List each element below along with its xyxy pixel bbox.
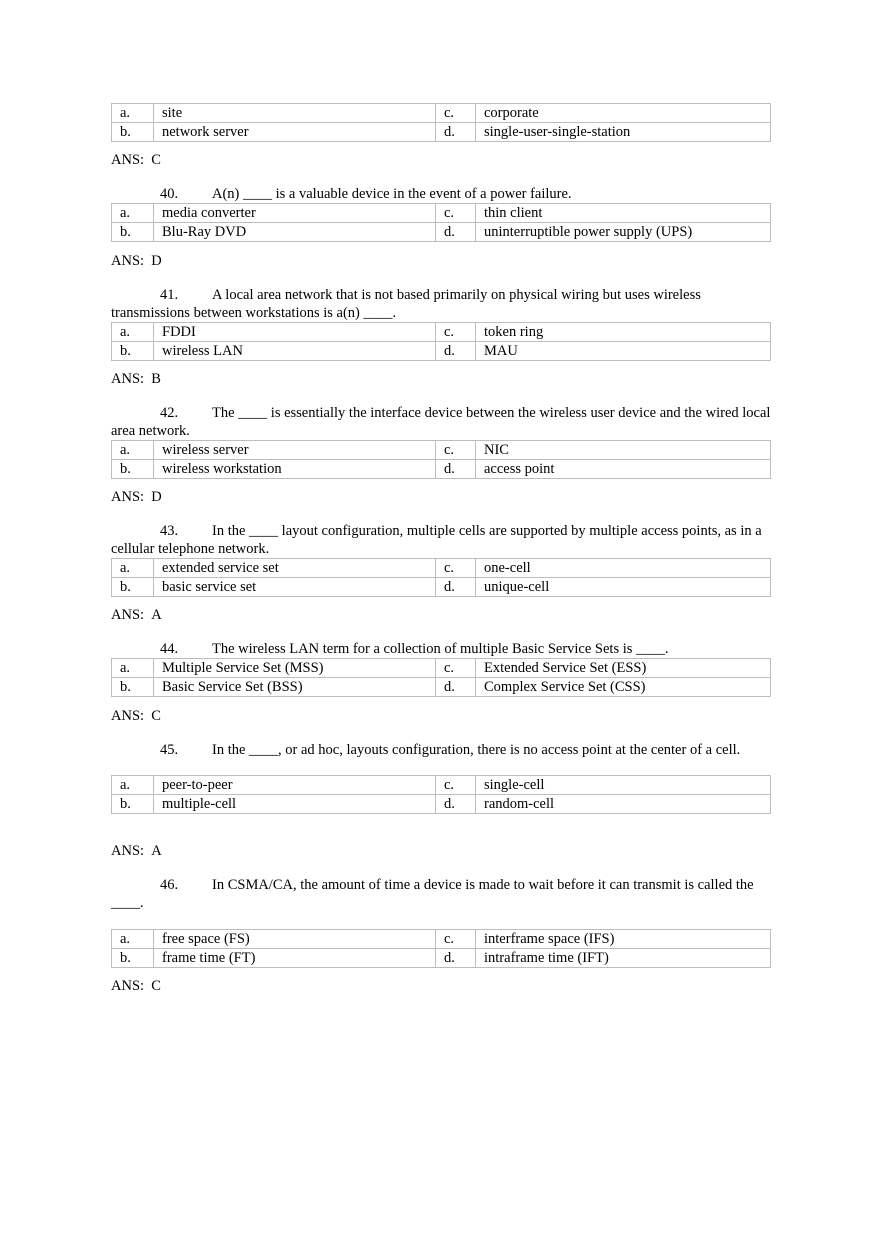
answer-line: ANS: D xyxy=(111,253,162,269)
options-table xyxy=(111,658,771,697)
answer-line: ANS: C xyxy=(111,152,161,168)
option-letter: a. xyxy=(112,930,154,949)
option-text: frame time (FT) xyxy=(154,949,436,968)
option-letter: b. xyxy=(112,223,154,242)
options-table xyxy=(111,203,771,242)
option-letter: b. xyxy=(112,123,154,142)
option-letter: d. xyxy=(436,342,476,361)
option-letter: b. xyxy=(112,795,154,814)
answer-value: C xyxy=(151,708,161,724)
option-row xyxy=(112,223,771,242)
question-45 xyxy=(111,741,771,814)
option-text: free space (FS) xyxy=(154,930,436,949)
option-letter: c. xyxy=(436,104,476,123)
answer-value: D xyxy=(151,489,162,505)
option-row xyxy=(112,204,771,223)
option-letter: b. xyxy=(112,342,154,361)
option-text: media converter xyxy=(154,204,436,223)
question-text: 46. In CSMA/CA, the amount of time a device is made to wait before it can transmit is called the ____. xyxy=(111,877,754,911)
option-text: Extended Service Set (ESS) xyxy=(476,659,771,678)
answer-value: A xyxy=(151,607,162,623)
option-letter: a. xyxy=(112,104,154,123)
answer-value: C xyxy=(151,152,161,168)
option-text: network server xyxy=(154,123,436,142)
option-letter: b. xyxy=(112,949,154,968)
option-letter: d. xyxy=(436,678,476,697)
question-number: 40. xyxy=(160,186,179,202)
option-text: NIC xyxy=(476,441,771,460)
option-text: uninterruptible power supply (UPS) xyxy=(476,223,771,242)
answer-value: B xyxy=(151,371,161,387)
question-text: 42. The ____ is essentially the interface device between the wireless user device and the wired local area network. xyxy=(111,405,771,439)
option-text: wireless LAN xyxy=(154,342,436,361)
option-text: interframe space (IFS) xyxy=(476,930,771,949)
option-text: Multiple Service Set (MSS) xyxy=(154,659,436,678)
option-letter: b. xyxy=(112,460,154,479)
option-letter: c. xyxy=(436,659,476,678)
option-text: access point xyxy=(476,460,771,479)
option-letter: a. xyxy=(112,441,154,460)
options-table xyxy=(111,558,771,597)
answer-line: ANS: A xyxy=(111,843,162,859)
question-text: 43. In the ____ layout configuration, multiple cells are supported by multiple access points, as in a cellular telephone network. xyxy=(111,523,762,557)
option-text: single-cell xyxy=(476,776,771,795)
option-row xyxy=(112,441,771,460)
option-text: thin client xyxy=(476,204,771,223)
answer-line: ANS: C xyxy=(111,978,161,994)
option-letter: c. xyxy=(436,441,476,460)
option-text: wireless workstation xyxy=(154,460,436,479)
option-text: random-cell xyxy=(476,795,771,814)
option-letter: d. xyxy=(436,123,476,142)
option-letter: d. xyxy=(436,949,476,968)
answer-value: C xyxy=(151,978,161,994)
option-text: basic service set xyxy=(154,578,436,597)
option-letter: c. xyxy=(436,204,476,223)
option-text: Complex Service Set (CSS) xyxy=(476,678,771,697)
question-text: 45. In the ____, or ad hoc, layouts configuration, there is no access point at the center of a cell. xyxy=(160,742,741,758)
question-number: 45. xyxy=(160,742,179,758)
option-row xyxy=(112,776,771,795)
question-43 xyxy=(111,522,771,597)
question-number: 43. xyxy=(160,523,179,539)
answer-value: D xyxy=(151,253,162,269)
question-number: 44. xyxy=(160,641,179,657)
question-number: 42. xyxy=(160,405,179,421)
option-text: unique-cell xyxy=(476,578,771,597)
option-text: corporate xyxy=(476,104,771,123)
question-number: 41. xyxy=(160,287,179,303)
question-number: 46. xyxy=(160,877,179,893)
option-letter: a. xyxy=(112,776,154,795)
options-table xyxy=(111,322,771,361)
option-letter: c. xyxy=(436,323,476,342)
answer-line: ANS: A xyxy=(111,607,162,623)
option-text: MAU xyxy=(476,342,771,361)
question-42 xyxy=(111,404,771,479)
question-40 xyxy=(111,185,771,242)
question-text: 41. A local area network that is not based primarily on physical wiring but uses wireless transmissions between workstations is a(n) ____. xyxy=(111,287,701,321)
option-row xyxy=(112,678,771,697)
option-row xyxy=(112,460,771,479)
option-text: Blu-Ray DVD xyxy=(154,223,436,242)
option-letter: a. xyxy=(112,204,154,223)
option-letter: d. xyxy=(436,578,476,597)
option-row xyxy=(112,949,771,968)
option-text: site xyxy=(154,104,436,123)
option-text: peer-to-peer xyxy=(154,776,436,795)
option-row xyxy=(112,578,771,597)
option-text: Basic Service Set (BSS) xyxy=(154,678,436,697)
option-row xyxy=(112,104,771,123)
question-text: 44. The wireless LAN term for a collection of multiple Basic Service Sets is ____. xyxy=(160,641,669,657)
options-table xyxy=(111,775,771,814)
question-44 xyxy=(111,640,771,697)
question-text: 40. A(n) ____ is a valuable device in the event of a power failure. xyxy=(160,186,572,202)
question-39-fragment xyxy=(111,103,771,142)
option-text: wireless server xyxy=(154,441,436,460)
answer-line: ANS: C xyxy=(111,708,161,724)
option-row xyxy=(112,559,771,578)
answer-value: A xyxy=(151,843,162,859)
question-46 xyxy=(111,876,771,968)
option-letter: b. xyxy=(112,578,154,597)
option-row xyxy=(112,342,771,361)
option-letter: a. xyxy=(112,659,154,678)
answer-line: ANS: D xyxy=(111,489,162,505)
option-row xyxy=(112,323,771,342)
option-letter: d. xyxy=(436,223,476,242)
option-letter: a. xyxy=(112,559,154,578)
options-table xyxy=(111,929,771,968)
option-letter: b. xyxy=(112,678,154,697)
option-row xyxy=(112,930,771,949)
option-text: multiple-cell xyxy=(154,795,436,814)
option-row xyxy=(112,123,771,142)
option-text: token ring xyxy=(476,323,771,342)
option-letter: a. xyxy=(112,323,154,342)
option-text: intraframe time (IFT) xyxy=(476,949,771,968)
option-row xyxy=(112,659,771,678)
option-row xyxy=(112,795,771,814)
option-text: one-cell xyxy=(476,559,771,578)
option-letter: d. xyxy=(436,460,476,479)
answer-line: ANS: B xyxy=(111,371,161,387)
option-text: extended service set xyxy=(154,559,436,578)
option-letter: c. xyxy=(436,776,476,795)
option-letter: d. xyxy=(436,795,476,814)
option-letter: c. xyxy=(436,559,476,578)
option-text: single-user-single-station xyxy=(476,123,771,142)
option-letter: c. xyxy=(436,930,476,949)
options-table xyxy=(111,103,771,142)
option-text: FDDI xyxy=(154,323,436,342)
question-41 xyxy=(111,286,771,361)
options-table xyxy=(111,440,771,479)
